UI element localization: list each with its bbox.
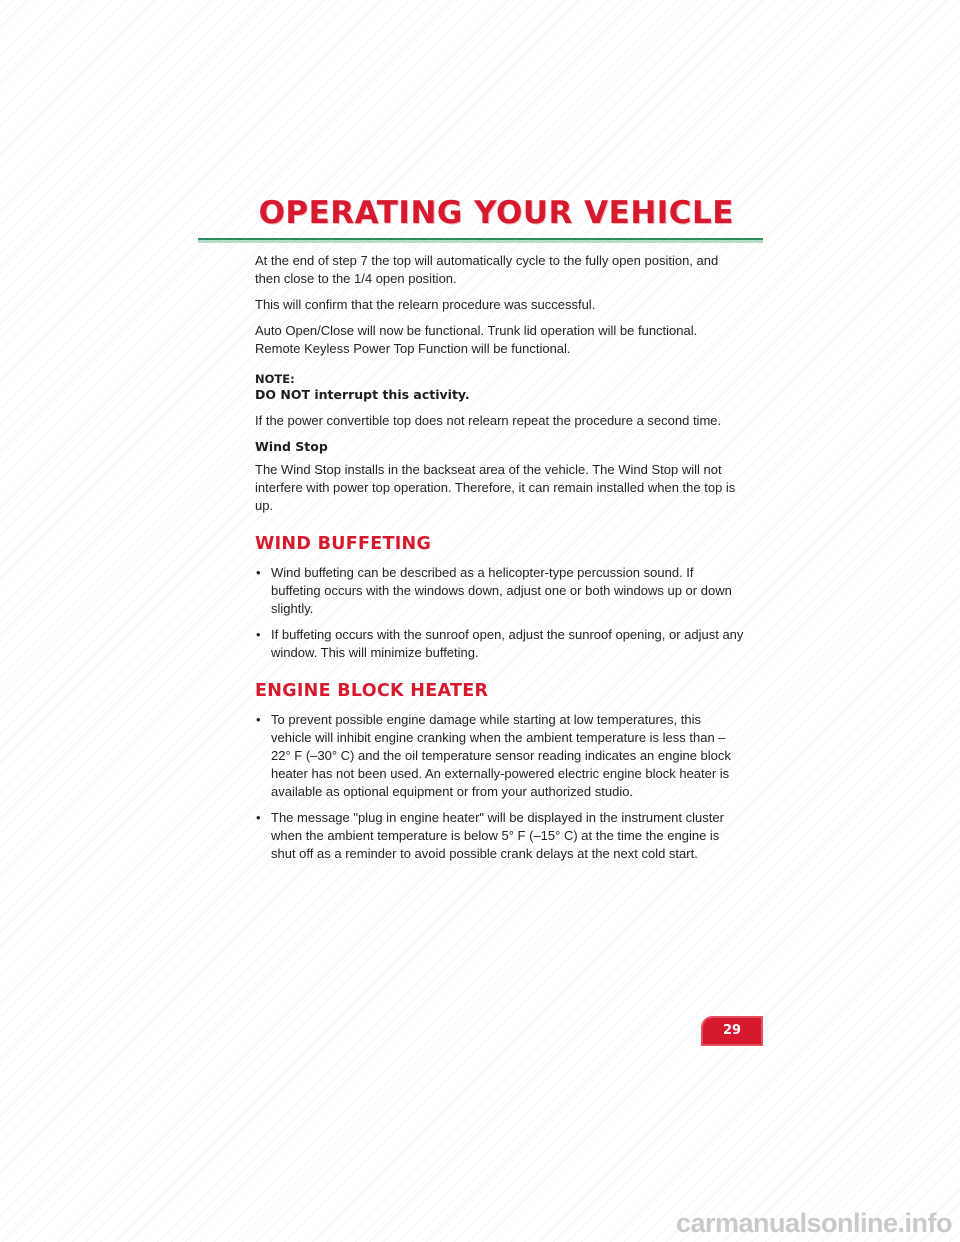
- list-item: [255, 711, 745, 801]
- bullet-icon: •: [256, 627, 261, 642]
- intro-paragraph-3: Auto Open/Close will now be functional. Trunk lid operation will be functional. Remote Keyless Power Top Function will be functional.: [255, 323, 698, 356]
- note-label: NOTE:: [255, 372, 295, 386]
- list-item-text: If buffeting occurs with the sunroof open, adjust the sunroof opening, or adjust any window. This will minimize buffeting.: [271, 627, 744, 660]
- intro-paragraph-4: If the power convertible top does not relearn repeat the procedure a second time.: [255, 413, 722, 428]
- bullet-icon: •: [256, 712, 261, 727]
- wind-stop-paragraph: The Wind Stop installs in the backseat area of the vehicle. The Wind Stop will not interfere with power top operation. Therefore, it can remain installed when the top is up.: [255, 462, 736, 513]
- bullet-icon: •: [256, 565, 261, 580]
- intro-paragraph-1: At the end of step 7 the top will automatically cycle to the fully open position, and then close to the 1/4 open position.: [255, 253, 719, 286]
- page-number-tab: [701, 1016, 763, 1046]
- list-item-text: To prevent possible engine damage while starting at low temperatures, this vehicle will inhibit engine cranking when the ambient temperature is less than –22° F (–30° C) and the oil temperature sensor reading indicates an engine block heater has not been used. An externally-powered electric engine block heater is available as optional equipment or from your authorized studio.: [271, 712, 731, 799]
- list-item: [255, 626, 745, 662]
- wind-buffeting-list: [255, 564, 745, 662]
- engine-block-heater-list: [255, 711, 745, 863]
- list-item-text: The message "plug in engine heater" will be displayed in the instrument cluster when the ambient temperature is below 5° F (–15° C) at the time the engine is shut off as a reminder to avoid possible crank delays at the next cold start.: [271, 810, 724, 861]
- intro-paragraph-2: This will confirm that the relearn procedure was successful.: [255, 297, 596, 312]
- page-number: 29: [722, 1023, 742, 1038]
- wind-stop-heading: Wind Stop: [255, 439, 328, 454]
- wind-buffeting-heading: WIND BUFFETING: [255, 534, 432, 554]
- list-item: [255, 809, 745, 863]
- section-title: OPERATING YOUR VEHICLE: [258, 195, 734, 231]
- list-item-text: Wind buffeting can be described as a helicopter-type percussion sound. If buffeting occurs with the windows down, adjust one or both windows up or down slightly.: [271, 565, 732, 616]
- engine-block-heater-heading: ENGINE BLOCK HEATER: [255, 681, 489, 701]
- bullet-icon: •: [256, 810, 261, 825]
- watermark: carmanualsonline.info: [675, 1208, 952, 1238]
- page-content: [255, 252, 745, 871]
- header-rule: [198, 238, 763, 243]
- note-body: DO NOT interrupt this activity.: [255, 387, 470, 402]
- list-item: [255, 564, 745, 618]
